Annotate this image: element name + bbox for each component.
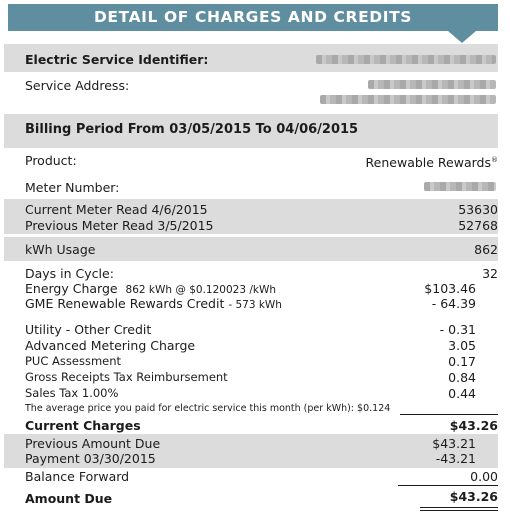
energy-charge-label: Energy Charge	[25, 281, 118, 296]
current-read-value: 53630	[458, 202, 498, 217]
previous-amount-value: $43.21	[432, 436, 476, 451]
previous-read-value: 52768	[458, 218, 498, 233]
ams-label: Advanced Metering Charge	[25, 338, 196, 353]
total-rule	[398, 485, 498, 486]
sales-tax-label: Sales Tax 1.00%	[25, 386, 119, 400]
billing-period: Billing Period From 03/05/2015 To 04/06/2015	[25, 122, 359, 137]
puc-value: 0.17	[448, 354, 476, 369]
grt-value: 0.84	[448, 370, 476, 385]
current-read-label: Current Meter Read 4/6/2015	[25, 202, 208, 217]
esi-redacted	[316, 55, 496, 64]
grt-label: Gross Receipts Tax Reimbursement	[25, 370, 228, 384]
avg-price-label: The average price you paid for electric service this month (per kWh):	[25, 403, 355, 414]
address-line2-redacted	[320, 95, 496, 104]
amount-due-rule-2	[420, 510, 498, 511]
puc-label: PUC Assessment	[25, 354, 122, 368]
energy-charge-detail: 862 kWh @ $0.120023 /kWh	[125, 284, 276, 296]
credit-label: GME Renewable Rewards Credit	[25, 296, 225, 311]
sales-tax-value: 0.44	[448, 386, 476, 401]
previous-read-label: Previous Meter Read 3/5/2015	[25, 218, 214, 233]
product-name: Renewable Rewards	[365, 155, 491, 171]
ams-value: 3.05	[448, 338, 476, 353]
avg-price-value: $0.124	[357, 403, 391, 414]
kwh-usage-label: kWh Usage	[25, 242, 96, 257]
amount-due-rule-1	[420, 507, 498, 508]
previous-amount-label: Previous Amount Due	[25, 436, 161, 451]
current-charges-label: Current Charges	[25, 418, 141, 433]
payment-value: -43.21	[435, 451, 476, 466]
subtotal-rule	[400, 414, 498, 415]
product-value	[366, 153, 498, 170]
esi-label: Electric Service Identifier:	[25, 52, 209, 67]
address-line1-redacted	[368, 80, 496, 89]
kwh-usage-value: 862	[474, 242, 498, 257]
balance-forward-label: Balance Forward	[25, 469, 130, 484]
credit-row	[25, 296, 282, 313]
current-charges-value: $43.26	[449, 418, 498, 433]
energy-charge-value: $103.46	[424, 281, 476, 296]
days-in-cycle-label: Days in Cycle:	[25, 266, 114, 281]
service-address-label: Service Address:	[25, 78, 130, 93]
utility-credit-value: - 0.31	[439, 322, 476, 337]
payment-label: Payment 03/30/2015	[25, 451, 156, 466]
utility-credit-label: Utility - Other Credit	[25, 322, 152, 337]
registered-mark: ®	[491, 156, 498, 164]
amount-due-label: Amount Due	[25, 491, 113, 506]
meter-number-label: Meter Number:	[25, 180, 120, 195]
avg-price-row	[25, 401, 390, 416]
credit-value: - 64.39	[431, 296, 476, 311]
credit-detail: - 573 kWh	[228, 299, 282, 311]
meter-number-redacted	[424, 182, 496, 191]
section-title: DETAIL OF CHARGES AND CREDITS	[8, 4, 498, 31]
product-label: Product:	[25, 153, 77, 168]
balance-forward-value: 0.00	[470, 469, 498, 484]
header-notch	[448, 31, 476, 43]
days-in-cycle-value: 32	[482, 266, 498, 281]
amount-due-value: $43.26	[449, 489, 498, 504]
